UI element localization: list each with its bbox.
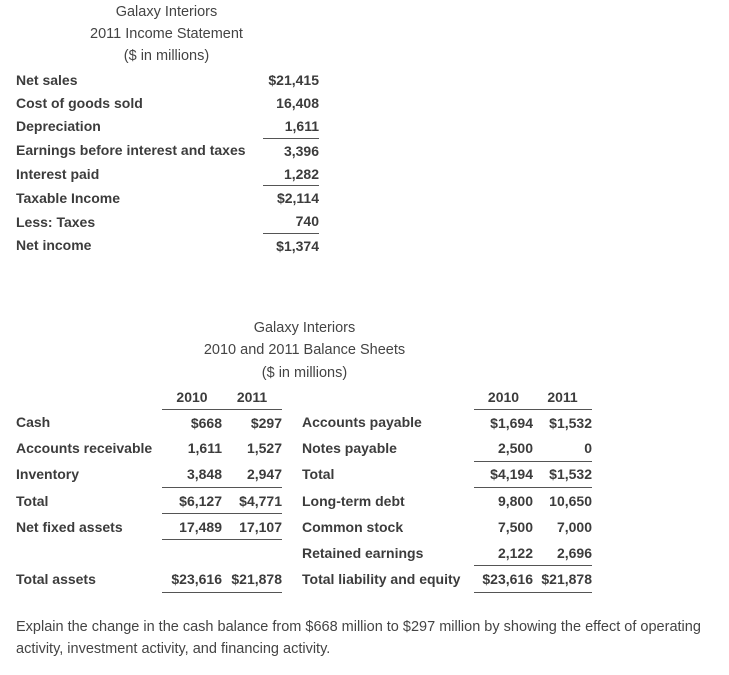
balance-sheet-title-1: Galaxy Interiors bbox=[253, 320, 356, 336]
asset-2011-value: $21,878 bbox=[222, 566, 282, 592]
asset-label: Total bbox=[16, 492, 49, 509]
asset-2010-value: $23,616 bbox=[162, 566, 222, 592]
row-label: Net income bbox=[16, 237, 92, 254]
question-text: Explain the change in the cash balance from $668 million to $297 million by showing the effect of operating activity, investment activity, and financing activity. bbox=[16, 619, 701, 657]
liability-2011-value: 0 bbox=[533, 435, 592, 461]
table-row bbox=[16, 68, 319, 91]
income-statement-table bbox=[16, 68, 319, 257]
table-row bbox=[16, 461, 592, 487]
table-row bbox=[16, 115, 319, 139]
row-label: Cost of goods sold bbox=[16, 94, 143, 111]
balance-sheet-title-3: ($ in millions) bbox=[261, 365, 348, 381]
asset-2010-value: 1,611 bbox=[187, 440, 222, 457]
asset-2011-value: 2,947 bbox=[222, 461, 282, 487]
asset-label: Total assets bbox=[16, 570, 96, 587]
liability-2010-value: $1,694 bbox=[474, 410, 533, 436]
row-label: Depreciation bbox=[16, 118, 101, 135]
row-value: $2,114 bbox=[276, 190, 319, 207]
row-label: Earnings before interest and taxes bbox=[16, 142, 246, 159]
liability-2010-value: 7,500 bbox=[497, 518, 533, 535]
liability-label: Common stock bbox=[302, 518, 404, 535]
liability-label: Total liability and equity bbox=[302, 570, 461, 587]
table-row bbox=[16, 186, 319, 210]
asset-label: Net fixed assets bbox=[16, 518, 123, 535]
asset-2011-value: 17,107 bbox=[222, 514, 282, 540]
liability-label: Retained earnings bbox=[302, 544, 424, 561]
row-value: 740 bbox=[263, 210, 319, 234]
row-label: Interest paid bbox=[16, 166, 100, 183]
liability-2010-value: $23,616 bbox=[474, 566, 533, 592]
row-value: 3,396 bbox=[283, 142, 319, 159]
asset-2011-value: 1,527 bbox=[246, 440, 282, 457]
balance-sheet-table bbox=[16, 384, 592, 593]
assets-2011-header: 2011 bbox=[236, 388, 268, 405]
table-row bbox=[16, 435, 592, 461]
table-row bbox=[16, 138, 319, 162]
row-value: 16,408 bbox=[276, 94, 319, 111]
table-row bbox=[16, 210, 319, 234]
asset-2011-value: $297 bbox=[222, 410, 282, 436]
table-row bbox=[16, 410, 592, 436]
table-row bbox=[16, 487, 592, 513]
income-statement-title-2: 2011 Income Statement bbox=[90, 26, 243, 42]
liability-2010-value: 9,800 bbox=[497, 492, 533, 509]
asset-label bbox=[16, 540, 162, 566]
liability-label: Total bbox=[302, 466, 335, 483]
assets-2010-header: 2010 bbox=[176, 388, 208, 405]
table-header-row bbox=[16, 384, 592, 410]
table-row bbox=[16, 91, 319, 114]
row-value: $21,415 bbox=[268, 71, 319, 88]
liability-2010-value: 2,500 bbox=[474, 435, 533, 461]
table-row bbox=[16, 162, 319, 186]
liability-2011-value: 2,696 bbox=[533, 540, 592, 566]
income-statement-title-1: Galaxy Interiors bbox=[115, 4, 218, 20]
liability-2010-value: $4,194 bbox=[474, 461, 533, 487]
row-value: 1,611 bbox=[263, 115, 319, 139]
asset-2010-value: 17,489 bbox=[162, 514, 222, 540]
table-row bbox=[16, 234, 319, 258]
asset-2010-value: 3,848 bbox=[162, 461, 222, 487]
liabilities-2011-header: 2011 bbox=[547, 388, 578, 405]
table-row bbox=[16, 514, 592, 540]
asset-2010-value: $668 bbox=[162, 410, 222, 436]
row-value: $1,374 bbox=[276, 237, 319, 254]
liability-label: Accounts payable bbox=[302, 414, 422, 431]
row-label: Taxable Income bbox=[16, 189, 121, 206]
asset-label: Inventory bbox=[16, 466, 80, 483]
liability-label: Notes payable bbox=[302, 440, 397, 457]
income-statement-title-3: ($ in millions) bbox=[123, 48, 210, 64]
asset-label: Accounts receivable bbox=[16, 440, 153, 457]
liability-2011-value: $21,878 bbox=[533, 566, 592, 592]
balance-sheet-title-2: 2010 and 2011 Balance Sheets bbox=[203, 342, 406, 358]
asset-label: Cash bbox=[16, 414, 51, 431]
row-label: Net sales bbox=[16, 71, 78, 88]
liabilities-2010-header: 2010 bbox=[487, 388, 520, 405]
table-row bbox=[16, 566, 592, 592]
asset-2010-value: $6,127 bbox=[162, 487, 222, 513]
asset-2010-value bbox=[162, 540, 222, 566]
row-label: Less: Taxes bbox=[16, 213, 96, 230]
liability-2010-value: 2,122 bbox=[474, 540, 533, 566]
liability-label: Long-term debt bbox=[302, 492, 405, 509]
row-value: 1,282 bbox=[263, 162, 319, 186]
liability-2011-value: $1,532 bbox=[533, 410, 592, 436]
asset-2011-value: $4,771 bbox=[222, 487, 282, 513]
liability-2011-value: 10,650 bbox=[549, 492, 592, 509]
table-row bbox=[16, 540, 592, 566]
asset-2011-value bbox=[222, 540, 282, 566]
liability-2011-value: 7,000 bbox=[556, 518, 592, 535]
liability-2011-value: $1,532 bbox=[533, 461, 592, 487]
